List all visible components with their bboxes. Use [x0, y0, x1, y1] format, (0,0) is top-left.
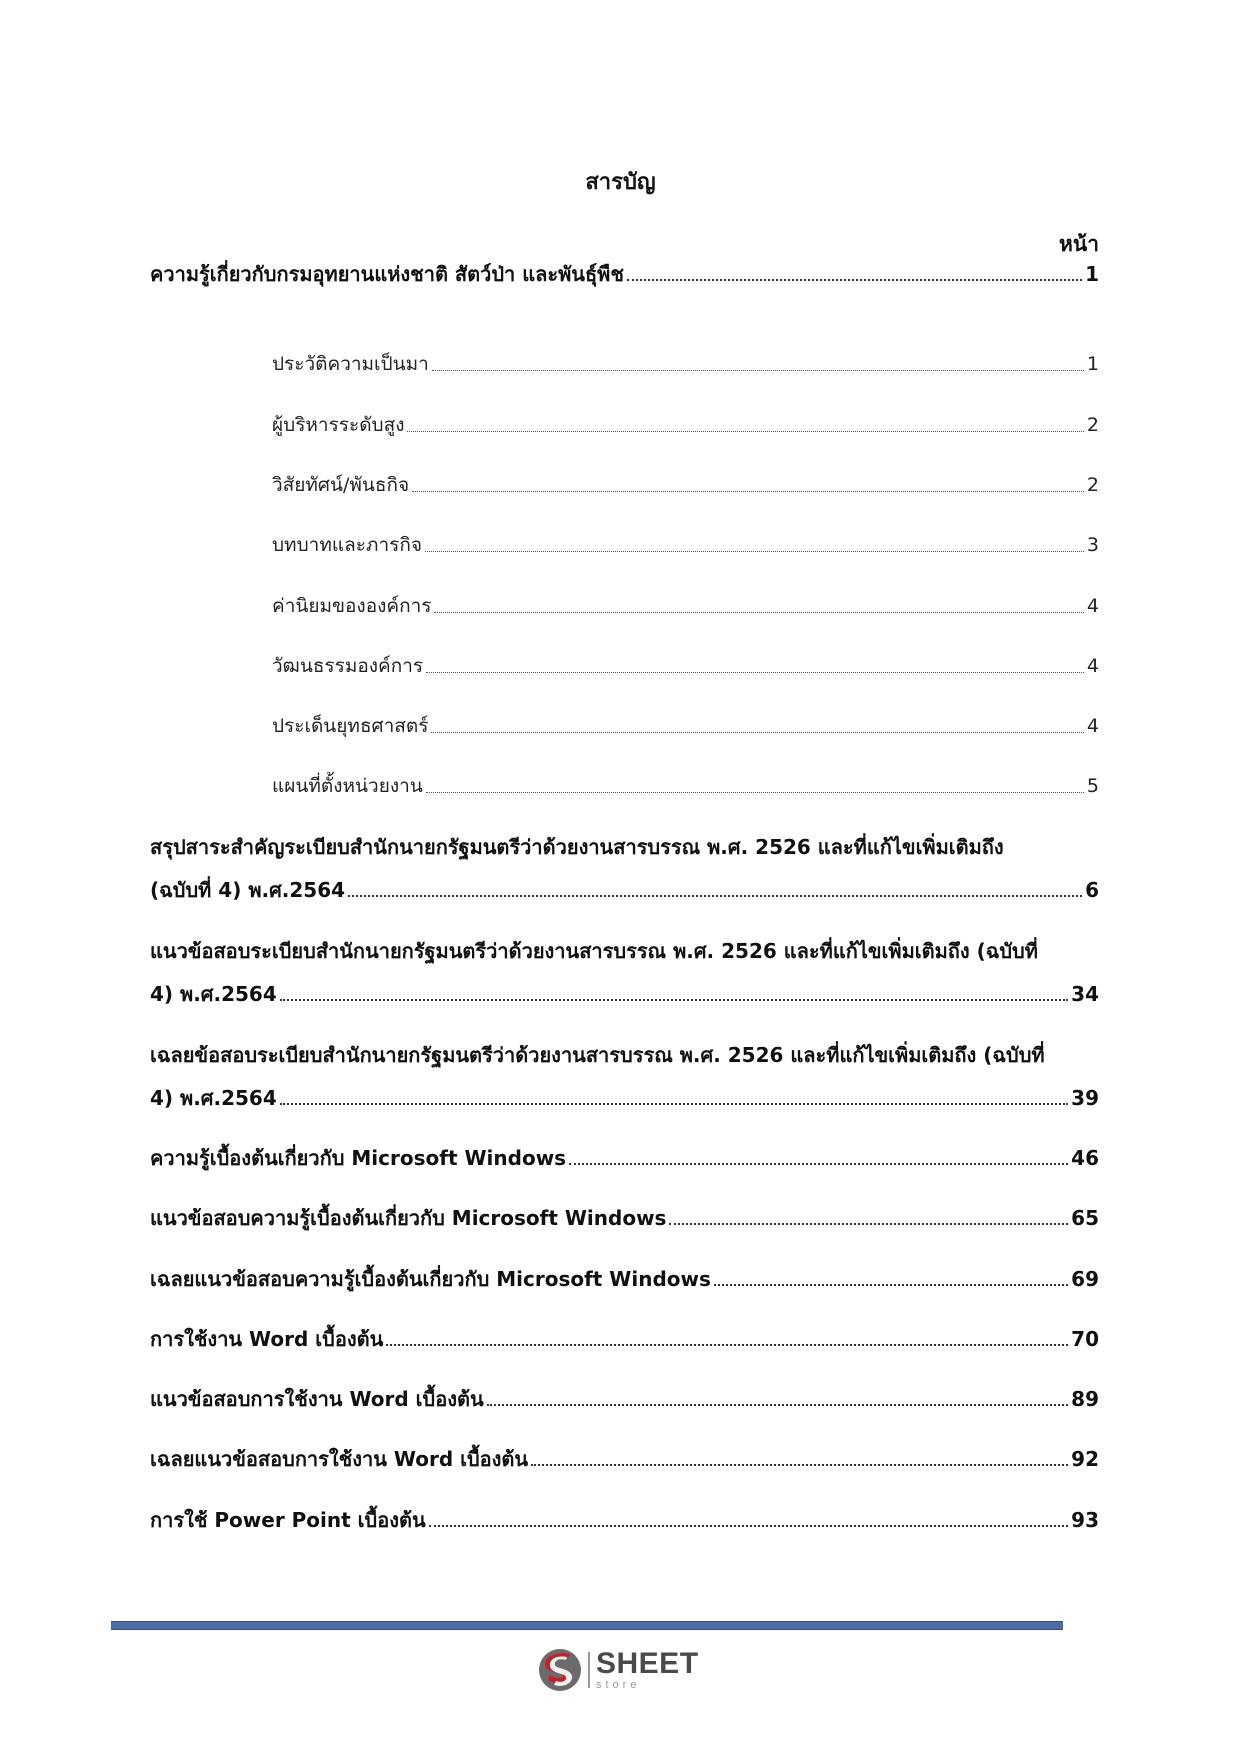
toc-entry [150, 1444, 1099, 1474]
toc-entry-label: วัฒนธรรมองค์การ [272, 655, 424, 677]
toc-entry [150, 979, 1099, 1009]
toc-entry-label: ความรู้เกี่ยวกับกรมอุทยานแห่งชาติ สัตว์ป่า และพันธุ์พืช [150, 262, 624, 286]
toc-leader-dots [627, 278, 1082, 281]
toc-entry [150, 1324, 1099, 1354]
toc-subentry [272, 711, 1099, 741]
toc-entry-page: 4 [1086, 655, 1099, 677]
toc-leader-dots [487, 1403, 1069, 1406]
toc-subentry [272, 651, 1099, 681]
logo-text [596, 1649, 699, 1691]
toc-entry-page: 4 [1086, 595, 1099, 617]
toc-leader-dots [431, 731, 1083, 733]
toc-entry-page: 92 [1071, 1447, 1099, 1471]
toc-entry-label: ค่านิยมขององค์การ [272, 595, 432, 617]
toc-leader-dots [531, 1463, 1068, 1466]
toc-entry-page: 93 [1071, 1508, 1099, 1532]
toc-entry-label: เฉลยแนวข้อสอบการใช้งาน Word เบื้องต้น [150, 1447, 529, 1471]
toc-subentry [272, 470, 1099, 500]
toc-entry-page: 69 [1071, 1267, 1099, 1291]
toc-entry-page: 39 [1071, 1086, 1099, 1110]
footer-rule [111, 1621, 1063, 1630]
toc-entry-page: 2 [1086, 414, 1099, 436]
toc-leader-dots [280, 998, 1068, 1001]
toc-entry-page: 2 [1086, 474, 1099, 496]
toc-leader-dots [569, 1162, 1068, 1165]
toc-title: สารบัญ [585, 170, 656, 195]
toc-leader-dots [426, 671, 1084, 673]
toc-entry [150, 875, 1099, 905]
toc-leader-dots [429, 1524, 1069, 1527]
toc-entry-page: 1 [1085, 262, 1099, 286]
toc-entry [150, 1143, 1099, 1173]
toc-entry-page: 5 [1086, 775, 1099, 797]
sheet-store-logo [536, 1645, 708, 1695]
toc-leader-dots [280, 1102, 1068, 1105]
toc-entry-page: 46 [1071, 1146, 1099, 1170]
logo-divider [588, 1652, 590, 1688]
logo-word: SHEET [596, 1647, 699, 1680]
toc-entry-label: เฉลยแนวข้อสอบความรู้เบื้องต้นเกี่ยวกับ Microsoft Windows [150, 1267, 711, 1291]
toc-leader-dots [425, 550, 1084, 552]
toc-leader-dots [407, 430, 1083, 432]
toc-subentry [272, 410, 1099, 440]
toc-entry-label: แผนที่ตั้งหน่วยงาน [272, 775, 423, 797]
toc-entry-page: 70 [1071, 1327, 1099, 1351]
toc-entry-line1: สรุปสาระสำคัญระเบียบสำนักนายกรัฐมนตรีว่าด้วยงานสารบรรณ พ.ศ. 2526 และที่แก้ไขเพิ่มเติมถึง [150, 835, 1004, 859]
toc-leader-dots [714, 1283, 1068, 1286]
toc-entry-label: (ฉบับที่ 4) พ.ศ.2564 [150, 878, 346, 902]
toc-entry-label: การใช้งาน Word เบื้องต้น [150, 1327, 384, 1351]
sheet-store-logo-icon [536, 1646, 584, 1694]
toc-entry-label: แนวข้อสอบการใช้งาน Word เบื้องต้น [150, 1387, 484, 1411]
toc-subentry [272, 349, 1099, 379]
toc-entry-page: 65 [1071, 1206, 1099, 1230]
toc-entry-label: ผู้บริหารระดับสูง [272, 414, 405, 436]
toc-entry-page: 3 [1086, 534, 1099, 556]
toc-entry-page: 1 [1086, 353, 1099, 375]
page-column-label: หน้า [1059, 232, 1099, 256]
toc-entry-label: ประวัติความเป็นมา [272, 353, 429, 375]
toc-entry-page: 6 [1085, 878, 1099, 902]
toc-leader-dots [348, 894, 1082, 897]
toc-entry [150, 1384, 1099, 1414]
toc-entry-label: วิสัยทัศน์/พันธกิจ [272, 474, 410, 496]
toc-entry-page: 34 [1071, 982, 1099, 1006]
toc-leader-dots [412, 490, 1084, 492]
toc-leader-dots [426, 791, 1084, 793]
toc-entry-label: แนวข้อสอบความรู้เบื้องต้นเกี่ยวกับ Microsoft Windows [150, 1206, 667, 1230]
toc-entry [150, 1264, 1099, 1294]
toc-leader-dots [432, 369, 1084, 371]
toc-leader-dots [434, 611, 1083, 613]
logo-subword: store [596, 1679, 641, 1691]
toc-entry [150, 1505, 1099, 1535]
toc-leader-dots [386, 1343, 1068, 1346]
toc-entry-label: 4) พ.ศ.2564 [150, 982, 277, 1006]
toc-entry-line1: เฉลยข้อสอบระเบียบสำนักนายกรัฐมนตรีว่าด้วยงานสารบรรณ พ.ศ. 2526 และที่แก้ไขเพิ่มเติมถึง (ฉบับที่ [150, 1043, 1045, 1067]
toc-entry-line1: แนวข้อสอบระเบียบสำนักนายกรัฐมนตรีว่าด้วยงานสารบรรณ พ.ศ. 2526 และที่แก้ไขเพิ่มเติมถึง (ฉบับที่ [150, 939, 1038, 963]
toc-subentry [272, 530, 1099, 560]
toc-subentry [272, 771, 1099, 801]
toc-entry-label: ความรู้เบื้องต้นเกี่ยวกับ Microsoft Windows [150, 1146, 567, 1170]
toc-entry-label: การใช้ Power Point เบื้องต้น [150, 1508, 426, 1532]
toc-entry-label: ประเด็นยุทธศาสตร์ [272, 715, 429, 737]
toc-entry [150, 259, 1099, 289]
toc-leader-dots [669, 1222, 1068, 1225]
toc-entry-page: 89 [1071, 1387, 1099, 1411]
toc-entry [150, 1203, 1099, 1233]
toc-entry [150, 1083, 1099, 1113]
toc-entry-label: บทบาทและภารกิจ [272, 534, 422, 556]
toc-subentry [272, 591, 1099, 621]
toc-entry-page: 4 [1086, 715, 1099, 737]
toc-entry-label: 4) พ.ศ.2564 [150, 1086, 277, 1110]
